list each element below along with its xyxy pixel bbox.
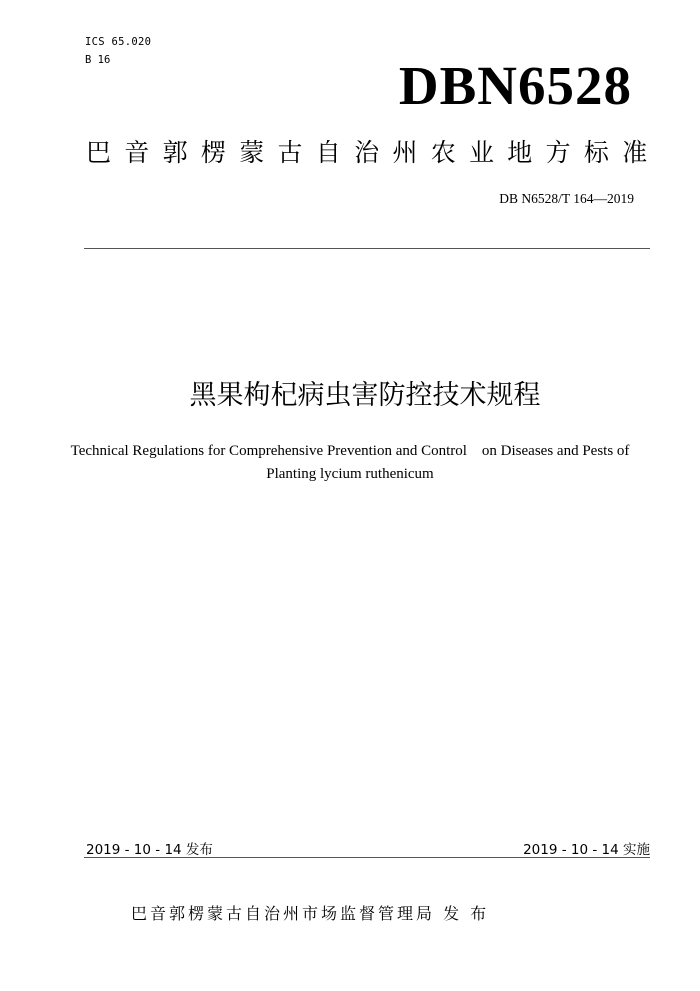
standard-number: DB N6528/T 164—2019 (499, 191, 634, 206)
title-chinese: 黑果枸杞病虫害防控技术规程 (189, 380, 541, 411)
implement-date: 2019 - 10 - 14 实施 (523, 842, 650, 858)
ics-code: ICS 65.020 (85, 36, 152, 48)
title-english: Technical Regulations for Comprehensive Prevention and Control on Diseases and Pests of Planting lycium ruthenicum (70, 443, 634, 483)
top-divider (84, 248, 650, 249)
standard-code: DBN6528 (398, 55, 632, 116)
issuer: 巴音郭楞蒙古自治州市场监督管理局 发 布 (131, 904, 490, 923)
ccs-code: B 16 (85, 54, 111, 66)
bottom-divider (84, 857, 650, 858)
publish-date: 2019 - 10 - 14 发布 (86, 842, 213, 858)
org-title: 巴音郭楞蒙古自治州农业地方标准 (86, 138, 661, 167)
